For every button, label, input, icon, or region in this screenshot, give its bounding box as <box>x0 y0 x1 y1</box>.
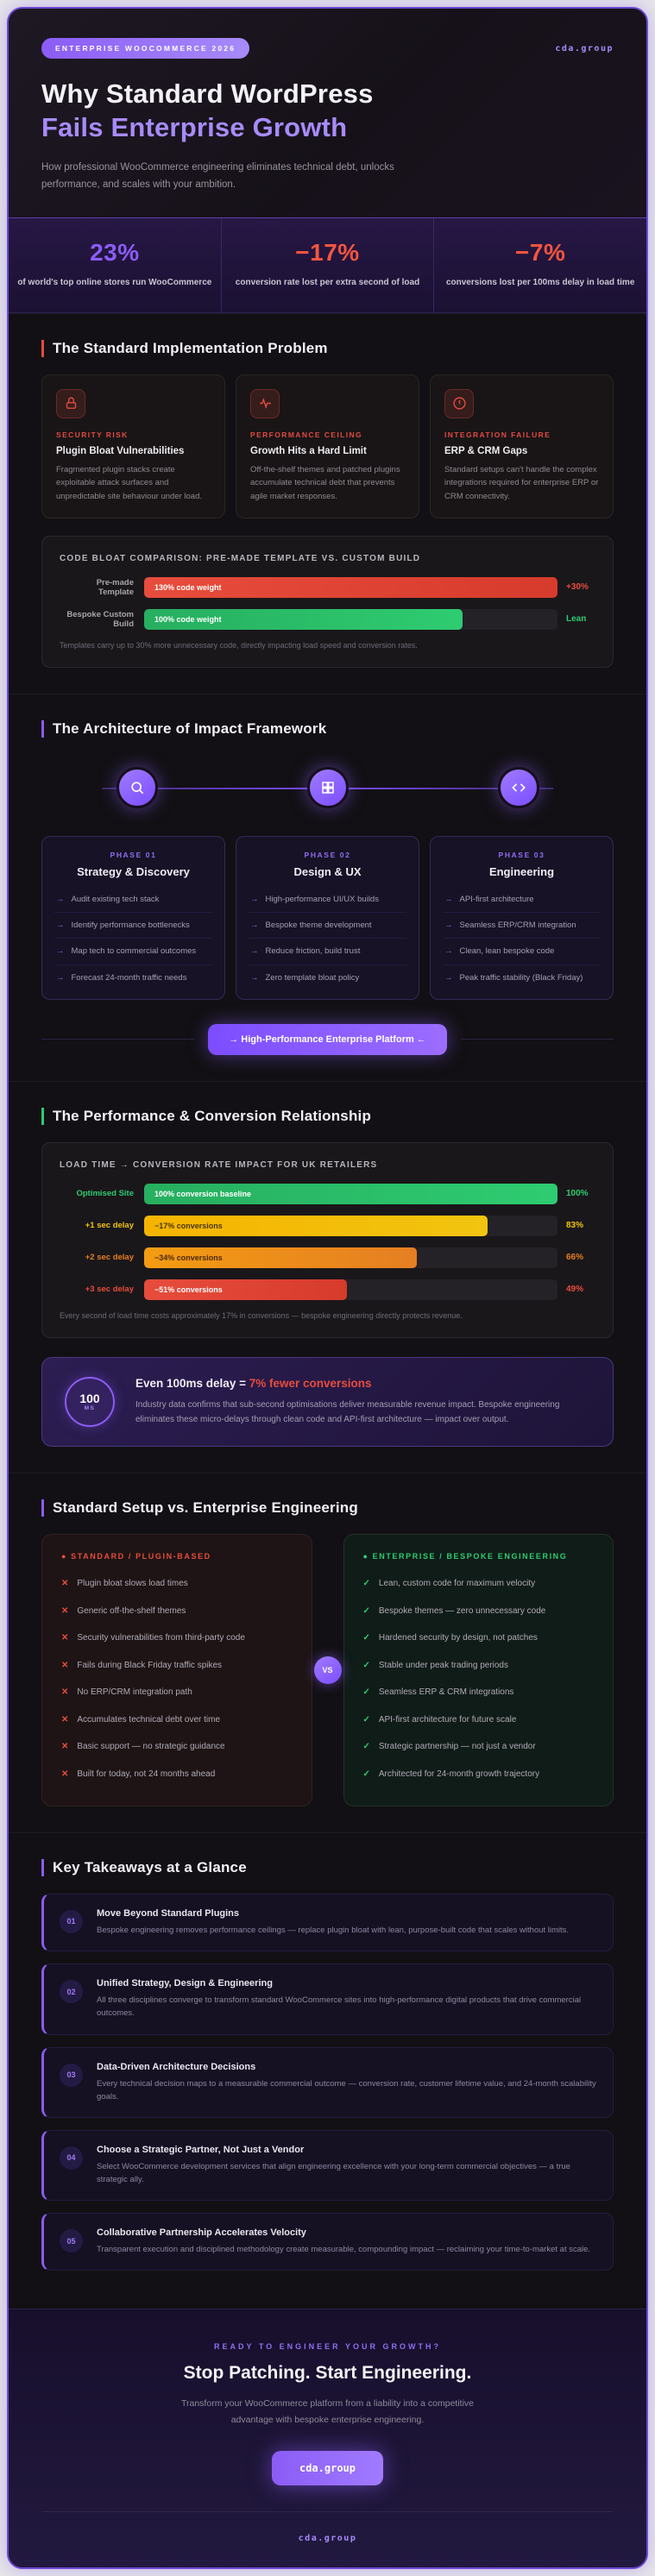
problem-card-tag: SECURITY RISK <box>56 430 129 439</box>
takeaway-body: Select WooCommerce development services that align engineering excellence with your long-term commercial objectives — a true strategic ally. <box>97 2161 570 2185</box>
brand-link-bottom[interactable]: cda.group <box>298 2534 357 2544</box>
takeaway-number: 02 <box>60 1980 83 2003</box>
phase-item <box>54 887 212 913</box>
pro-item-label: Hardened security by design, not patches <box>378 1633 538 1643</box>
edition-badge: ENTERPRISE WOOCOMMERCE 2026 <box>41 38 249 59</box>
takeaway-body: Bespoke engineering removes performance ceilings — replace plugin bloat with lean, purpose-built code that scales without limits. <box>97 1925 570 1935</box>
check-icon: ✓ <box>362 1714 370 1725</box>
pro-item <box>363 1734 595 1762</box>
problem-card-body: Off-the-shelf themes and patched plugins accumulate technical debt that prevents agile market responses. <box>250 464 400 502</box>
stat-value: −7% <box>515 238 566 266</box>
stat-label: of world's top online stores run WooCommerce <box>17 277 212 287</box>
problem-card-tag: PERFORMANCE CEILING <box>250 430 363 439</box>
chart-bar-row <box>60 1184 595 1204</box>
bar-label: +2 sec delay <box>85 1253 134 1263</box>
phase-item <box>443 965 601 990</box>
stat-conversion-loss-100ms <box>433 218 646 312</box>
con-item-label: Security vulnerabilities from third-party code <box>77 1633 245 1643</box>
bar-fill-optimised: 100% conversion baseline <box>144 1184 557 1204</box>
chart-bar-row <box>60 609 595 630</box>
footer-cta-section <box>9 2309 646 2567</box>
phase-item-label: Reduce friction, build trust <box>265 946 361 957</box>
chart-bar-row <box>60 577 595 598</box>
con-item <box>61 1652 293 1680</box>
bar-track <box>144 1279 557 1300</box>
load-time-chart <box>41 1142 614 1338</box>
chart-title: CODE BLOAT COMPARISON: PRE-MADE TEMPLATE VS. CUSTOM BUILD <box>60 553 421 563</box>
pro-item <box>363 1625 595 1653</box>
phase-item-label: API-first architecture <box>459 894 534 904</box>
takeaway-title: Data-Driven Architecture Decisions <box>97 2061 256 2072</box>
takeaway-card <box>41 2213 614 2271</box>
ms-unit: MS <box>84 1405 96 1412</box>
takeaway-body: All three disciplines converge to transform standard WooCommerce sites into high-performance digital products that drive commercial outcomes. <box>97 1995 582 2019</box>
phase-item-label: Identify performance bottlenecks <box>71 920 190 931</box>
arrow-icon: → <box>250 894 259 904</box>
alert-circle-icon <box>444 389 474 418</box>
pro-item <box>363 1598 595 1625</box>
takeaway-card <box>41 2047 614 2118</box>
stat-value: 23% <box>90 238 140 266</box>
callout-title-prefix: Even 100ms delay = <box>135 1376 249 1390</box>
takeaways-heading: Key Takeaways at a Glance <box>41 1859 614 1876</box>
standard-column-title: ● STANDARD / PLUGIN-BASED <box>61 1551 211 1561</box>
problem-card-tag: INTEGRATION FAILURE <box>444 430 551 439</box>
arrow-icon: → <box>444 894 453 904</box>
pro-item-label: Seamless ERP & CRM integrations <box>378 1687 514 1698</box>
chart-bar-row <box>60 1279 595 1300</box>
problem-card-title: Growth Hits a Hard Limit <box>250 445 367 456</box>
cda-group-button[interactable]: cda.group <box>272 2451 383 2485</box>
comparison-section <box>9 1473 646 1832</box>
con-item-label: Accumulates technical debt over time <box>77 1714 221 1725</box>
bar-fill-1s: −17% conversions <box>144 1216 488 1236</box>
check-icon: ✓ <box>362 1742 370 1752</box>
pro-item-label: Bespoke themes — zero unnecessary code <box>378 1605 546 1616</box>
takeaway-card <box>41 1894 614 1951</box>
bar-fill-2s: −34% conversions <box>144 1247 417 1268</box>
callout-body: Industry data confirms that sub-second optimisations deliver measurable revenue impact. Bespoke engineering eliminates these micro-delays through clean code and API-first architecture — impact over output. <box>135 1399 560 1424</box>
stat-label: conversions lost per 100ms delay in load time <box>445 277 635 287</box>
phase-item-label: Peak traffic stability (Black Friday) <box>459 972 583 983</box>
con-item-label: Generic off-the-shelf themes <box>77 1605 186 1616</box>
chart-footnote: Every second of load time costs approximately 17% in conversions — bespoke engineering directly protects revenue. <box>60 1310 463 1320</box>
page-title-line1: Why Standard WordPress <box>41 79 374 109</box>
chart-footnote: Templates carry up to 30% more unnecessary code, directly impacting load speed and conversion rates. <box>60 640 418 650</box>
check-icon: ✓ <box>362 1633 370 1643</box>
chart-bar-row <box>60 1216 595 1236</box>
con-item-label: No ERP/CRM integration path <box>77 1687 192 1698</box>
phase-item <box>249 965 406 990</box>
phase-item <box>54 965 212 990</box>
phase-title: Engineering <box>488 864 555 878</box>
arrow-icon: → <box>56 894 65 904</box>
phase-item-label: Map tech to commercial outcomes <box>71 946 197 957</box>
infographic-page <box>7 7 648 2569</box>
callout-title <box>135 1377 590 1390</box>
stat-conversion-loss-second <box>221 218 434 312</box>
check-icon: ✓ <box>362 1605 370 1616</box>
callout-title-highlight: 7% fewer conversions <box>249 1376 372 1390</box>
search-icon <box>117 767 158 808</box>
hero-section <box>9 9 646 217</box>
arrow-icon: → <box>444 946 453 957</box>
bar-value: 100% <box>566 1189 589 1199</box>
phase-number: PHASE 03 <box>498 850 545 859</box>
page-title-line2: Fails Enterprise Growth <box>41 111 348 142</box>
takeaway-title: Collaborative Partnership Accelerates Velocity <box>97 2227 306 2239</box>
pro-item <box>363 1571 595 1599</box>
code-bloat-chart <box>41 536 614 668</box>
stat-value: −17% <box>295 238 360 266</box>
bar-label: Bespoke Custom Build <box>66 609 134 629</box>
con-item-label: Fails during Black Friday traffic spikes <box>77 1660 223 1670</box>
check-icon: ✓ <box>362 1579 370 1589</box>
con-item-label: Built for today, not 24 months ahead <box>77 1769 216 1779</box>
pro-item-label: Architected for 24-month growth trajectory <box>378 1769 540 1779</box>
comparison-heading: Standard Setup vs. Enterprise Engineering <box>41 1499 614 1517</box>
pro-item-label: Strategic partnership — not just a vendor <box>378 1742 536 1752</box>
phase-item-label: Seamless ERP/CRM integration <box>459 920 576 931</box>
bar-track <box>144 1184 557 1204</box>
check-icon: ✓ <box>362 1660 370 1670</box>
footer-title: Stop Patching. Start Engineering. <box>183 2363 472 2384</box>
milliseconds-circle <box>65 1377 115 1427</box>
pro-item <box>363 1680 595 1707</box>
bar-value: 66% <box>566 1253 584 1263</box>
bar-value: 49% <box>566 1285 584 1295</box>
bar-note: +30% <box>566 582 589 593</box>
takeaway-body: Transparent execution and disciplined methodology create measurable, compounding impact — reclaiming your time-to-market at scale. <box>97 2245 591 2255</box>
cross-icon: ✕ <box>61 1742 69 1752</box>
ms-value: 100 <box>79 1392 100 1406</box>
problem-card-title: ERP & CRM Gaps <box>444 445 528 456</box>
stat-label: conversion rate lost per extra second of load <box>235 277 420 287</box>
con-item <box>61 1571 293 1599</box>
enterprise-column <box>343 1534 614 1806</box>
phase-item <box>54 913 212 939</box>
takeaway-title: Unified Strategy, Design & Engineering <box>97 1978 273 1989</box>
phase-card-strategy <box>41 836 225 1000</box>
problem-card-body: Standard setups can't handle the complex integrations required for enterprise ERP or CRM connectivity. <box>444 464 599 502</box>
cross-icon: ✕ <box>61 1605 69 1616</box>
standard-column <box>41 1534 312 1806</box>
lock-icon <box>56 389 85 418</box>
problem-heading: The Standard Implementation Problem <box>41 340 614 357</box>
chart-title: LOAD TIME → CONVERSION RATE IMPACT FOR UK RETAILERS <box>60 1159 378 1170</box>
con-item <box>61 1598 293 1625</box>
chart-bar-row <box>60 1247 595 1268</box>
takeaway-title: Choose a Strategic Partner, Not Just a Vendor <box>97 2144 305 2155</box>
footer-kicker: READY TO ENGINEER YOUR GROWTH? <box>213 2342 442 2352</box>
phase-item-label: Bespoke theme development <box>265 920 372 931</box>
arrow-icon: → <box>250 972 259 983</box>
problem-card-performance <box>236 374 419 518</box>
brand-link-top[interactable]: cda.group <box>555 43 614 53</box>
check-icon: ✓ <box>362 1687 370 1698</box>
bar-fill-premade: 130% code weight <box>144 577 557 598</box>
bar-track <box>144 1216 557 1236</box>
con-item <box>61 1706 293 1734</box>
grid-icon <box>307 767 349 808</box>
con-item-label: Plugin bloat slows load times <box>77 1579 188 1589</box>
phase-timeline <box>41 762 614 814</box>
arrow-icon: → <box>444 972 453 983</box>
footer-body: Transform your WooCommerce platform from a liability into a competitive advantage with bespoke enterprise engineering. <box>180 2398 475 2426</box>
con-item-label: Basic support — no strategic guidance <box>77 1742 225 1752</box>
phase-card-design <box>236 836 419 1000</box>
cross-icon: ✕ <box>61 1579 69 1589</box>
phase-title: Strategy & Discovery <box>77 864 190 878</box>
arrow-icon: → <box>250 920 259 931</box>
cross-icon: ✕ <box>61 1660 69 1670</box>
takeaways-section <box>9 1832 646 2309</box>
bar-label: +1 sec delay <box>85 1221 134 1231</box>
page-title <box>41 78 614 145</box>
problem-section <box>9 313 646 694</box>
con-item <box>61 1625 293 1653</box>
phase-item-label: Forecast 24-month traffic needs <box>71 972 187 983</box>
arrow-icon: → <box>56 946 65 957</box>
bar-fill-bespoke: 100% code weight <box>144 609 463 630</box>
phase-item-label: High-performance UI/UX builds <box>265 894 379 904</box>
cross-icon: ✕ <box>61 1687 69 1698</box>
bar-track <box>144 1247 557 1268</box>
footer-divider <box>41 2511 614 2512</box>
phase-item-label: Zero template bloat policy <box>265 972 360 983</box>
phase-card-engineering <box>430 836 614 1000</box>
enterprise-platform-button[interactable]: → High-Performance Enterprise Platform ← <box>208 1024 447 1055</box>
phase-item <box>443 887 601 913</box>
performance-section <box>9 1081 646 1473</box>
pro-item-label: Stable under peak trading periods <box>378 1660 508 1670</box>
pro-item <box>363 1652 595 1680</box>
arrow-icon: → <box>444 920 453 931</box>
takeaway-number: 01 <box>60 1910 83 1933</box>
phase-item <box>443 913 601 939</box>
problem-card-integration <box>430 374 614 518</box>
bar-track <box>144 609 557 630</box>
bar-fill-3s: −51% conversions <box>144 1279 347 1300</box>
enterprise-column-title: ● ENTERPRISE / BESPOKE ENGINEERING <box>362 1551 568 1561</box>
phase-item-label: Clean, lean bespoke code <box>459 946 555 957</box>
takeaway-body: Every technical decision maps to a measurable commercial outcome — conversion rate, customer lifetime value, and 24-month scalability goals. <box>97 2078 596 2102</box>
bar-label: Optimised Site <box>76 1189 134 1199</box>
bar-label: Pre-made Template <box>96 577 134 597</box>
cross-icon: ✕ <box>61 1714 69 1725</box>
bar-label: +3 sec delay <box>85 1285 134 1295</box>
pro-item <box>363 1706 595 1734</box>
phase-item <box>249 913 406 939</box>
con-item <box>61 1680 293 1707</box>
phase-item <box>54 939 212 964</box>
phase-item-label: Audit existing tech stack <box>71 894 160 904</box>
arrow-icon: → <box>56 972 65 983</box>
phase-number: PHASE 02 <box>304 850 351 859</box>
vs-badge: VS <box>314 1656 342 1684</box>
check-icon: ✓ <box>362 1769 370 1779</box>
takeaway-title: Move Beyond Standard Plugins <box>97 1907 240 1919</box>
divider-line <box>41 1039 194 1040</box>
phase-title: Design & UX <box>293 864 362 878</box>
delay-callout <box>41 1357 614 1447</box>
problem-card-body: Fragmented plugin stacks create exploitable attack surfaces and unpredictable site behaviour under load. <box>56 464 203 502</box>
takeaway-card <box>41 1963 614 2034</box>
pro-item-label: API-first architecture for future scale <box>378 1714 517 1725</box>
code-icon <box>498 767 539 808</box>
pro-item <box>363 1761 595 1788</box>
problem-card-security <box>41 374 225 518</box>
cross-icon: ✕ <box>61 1769 69 1779</box>
con-item <box>61 1761 293 1788</box>
performance-heading: The Performance & Conversion Relationship <box>41 1108 614 1125</box>
pro-item-label: Lean, custom code for maximum velocity <box>378 1579 536 1589</box>
page-subtitle: How professional WooCommerce engineering eliminates technical debt, unlocks performance, and scales with your ambition. <box>41 161 394 190</box>
divider-line <box>461 1039 614 1040</box>
framework-section <box>9 694 646 1081</box>
arrow-icon: → <box>56 920 65 931</box>
phase-item <box>249 887 406 913</box>
stat-woocommerce-share <box>9 218 221 312</box>
cross-icon: ✕ <box>61 1633 69 1643</box>
con-item <box>61 1734 293 1762</box>
phase-number: PHASE 01 <box>110 850 157 859</box>
phase-item <box>443 939 601 964</box>
bar-track <box>144 577 557 598</box>
arrow-icon: → <box>250 946 259 957</box>
takeaway-number: 04 <box>60 2146 83 2170</box>
takeaway-card <box>41 2130 614 2201</box>
pulse-icon <box>250 389 280 418</box>
bar-value: 83% <box>566 1221 584 1231</box>
takeaway-number: 03 <box>60 2064 83 2087</box>
framework-heading: The Architecture of Impact Framework <box>41 720 614 738</box>
problem-card-title: Plugin Bloat Vulnerabilities <box>56 445 185 456</box>
phase-item <box>249 939 406 964</box>
takeaway-number: 05 <box>60 2229 83 2252</box>
stats-band <box>9 217 646 313</box>
bar-note: Lean <box>566 614 587 625</box>
